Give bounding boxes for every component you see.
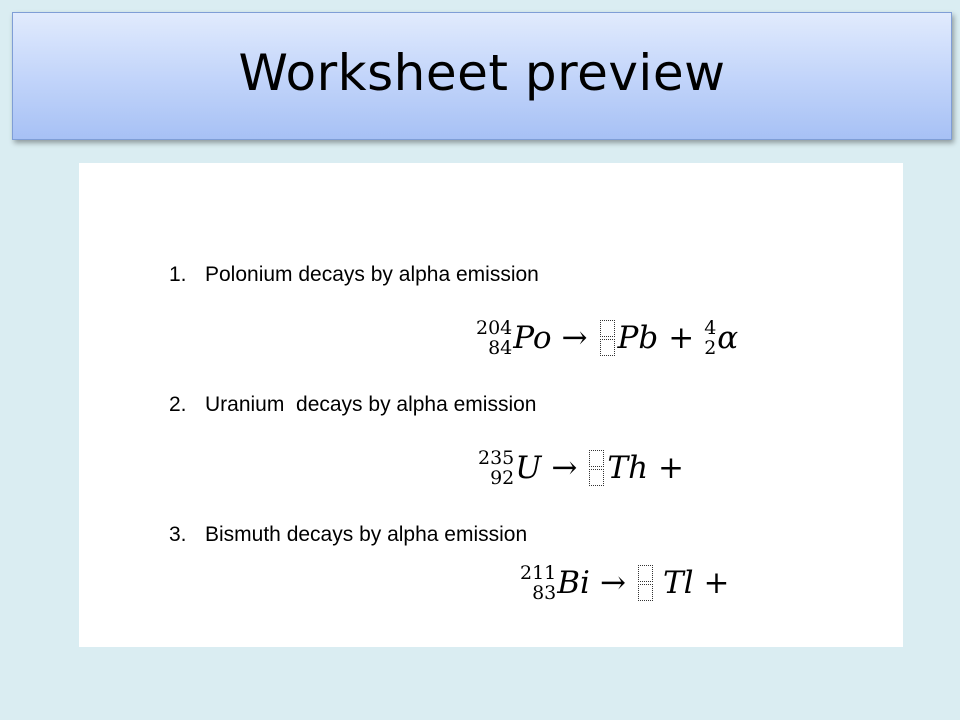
equation-1	[476, 318, 738, 358]
reactant-numbers	[478, 448, 514, 488]
question-1	[169, 263, 539, 287]
atomic-number: 2	[704, 337, 717, 359]
atomic-number: 83	[532, 582, 557, 604]
blank-atomic-box	[638, 584, 653, 601]
mass-number: 4	[704, 317, 717, 339]
reactant-numbers	[476, 318, 512, 358]
question-number: 1.	[169, 263, 187, 286]
emitted-numbers	[704, 318, 716, 358]
atomic-number: 84	[488, 337, 513, 359]
plus-sign: +	[668, 320, 695, 356]
blank-numbers	[589, 449, 604, 487]
emitted-symbol: α	[717, 320, 739, 356]
reactant-symbol: Po	[513, 320, 552, 356]
blank-mass-box	[589, 450, 604, 467]
blank-atomic-box	[589, 469, 604, 486]
question-2	[169, 393, 537, 417]
question-number: 3.	[169, 523, 187, 546]
product-symbol: Tl	[662, 565, 694, 601]
plus-sign: +	[658, 450, 685, 486]
blank-numbers	[638, 564, 653, 602]
blank-atomic-box	[600, 339, 615, 356]
question-number: 2.	[169, 393, 187, 416]
worksheet-image	[79, 163, 903, 647]
mass-number: 204	[476, 317, 513, 339]
reactant-numbers	[520, 563, 556, 603]
equation-2	[478, 448, 694, 488]
product-symbol: Pb	[617, 320, 659, 356]
arrow: →	[551, 450, 578, 486]
plus-sign: +	[703, 565, 730, 601]
question-text: Uranium decays by alpha emission	[205, 393, 537, 416]
blank-numbers	[600, 319, 615, 357]
question-text: Bismuth decays by alpha emission	[205, 523, 528, 546]
mass-number: 235	[478, 447, 515, 469]
product-symbol: Th	[607, 450, 649, 486]
reactant-symbol: U	[515, 450, 542, 486]
slide-title: Worksheet preview	[238, 44, 726, 102]
question-3	[169, 523, 527, 547]
title-banner	[12, 12, 952, 140]
mass-number: 211	[520, 562, 557, 584]
atomic-number: 92	[490, 467, 515, 489]
arrow: →	[561, 320, 588, 356]
blank-mass-box	[600, 320, 615, 337]
equation-3	[520, 563, 740, 603]
blank-mass-box	[638, 565, 653, 582]
question-text: Polonium decays by alpha emission	[205, 263, 539, 286]
arrow: →	[599, 565, 626, 601]
reactant-symbol: Bi	[557, 565, 590, 601]
